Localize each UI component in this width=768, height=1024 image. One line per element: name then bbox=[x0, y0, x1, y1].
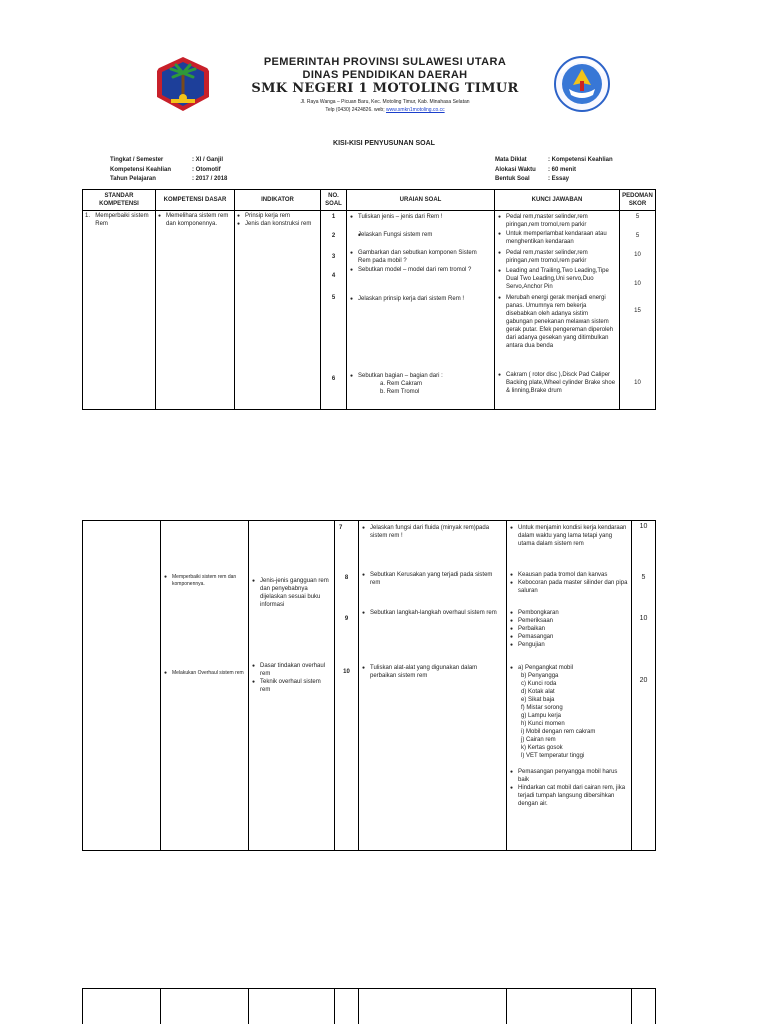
empty-cell bbox=[161, 989, 249, 1024]
indikator-item: ● Jenis dan konstruksi rem bbox=[237, 220, 318, 228]
empty-cell bbox=[359, 989, 507, 1024]
header-government: PEMERINTAH PROVINSI SULAWESI UTARA bbox=[263, 56, 507, 68]
empty-cell bbox=[632, 989, 656, 1024]
col-header-uraian: URAIAN SOAL bbox=[347, 190, 495, 211]
skor-value: 5 bbox=[635, 233, 640, 239]
meta-key: Bentuk Soal bbox=[495, 176, 530, 182]
kunci-tool: l) VET temperatur tinggi bbox=[521, 753, 585, 759]
empty-cell bbox=[335, 989, 359, 1024]
standar-number: 1. bbox=[85, 213, 91, 219]
meta-key: Tingkat / Semester bbox=[110, 157, 164, 163]
kunci-item: ● Pengujian bbox=[510, 641, 628, 649]
indikator-item: ● Teknik overhaul sistem rem bbox=[252, 678, 331, 694]
cell-skor bbox=[632, 521, 656, 851]
kompetensi-item: ● Melakukan Overhaul sistem rem bbox=[164, 670, 245, 677]
kunci-item: ● Merubah energi gerak menjadi energi panas. Umumnya rem bekerja disebabkan oleh adanya sistim gabungan penekanan melawan sistem gerak putar. Efek pengereman diperoleh dari adanya gesekan yang ditimbulkan antara dua benda bbox=[498, 294, 616, 350]
skor-value: 10 bbox=[639, 523, 648, 530]
meta-value: : 2017 / 2018 bbox=[192, 176, 228, 182]
kunci-tool: c) Kunci roda bbox=[521, 681, 557, 687]
meta-value: : Essay bbox=[548, 176, 570, 182]
meta-key: Mata Diklat bbox=[495, 157, 527, 163]
cell-kompetensi bbox=[161, 521, 249, 851]
kunci-item: ● Leading and Trailing,Two Leading,Tipe Dual Two Leading,Uni servo,Duo Servo,Anchor Pin bbox=[498, 267, 616, 291]
col-header-no-soal: NO. SOAL bbox=[321, 190, 347, 211]
cell-no-soal bbox=[335, 521, 359, 851]
col-header-standar: STANDAR KOMPETENSI bbox=[83, 190, 156, 211]
meta-key: Kompetensi Keahlian bbox=[110, 166, 172, 173]
kunci-item: ● Pedal rem,master selinder,rem piringan,rem tromol,rem parkir bbox=[498, 213, 616, 229]
cell-standar bbox=[83, 211, 156, 410]
header-school: SMK NEGERI 1 MOTOLING TIMUR bbox=[251, 81, 519, 96]
minahasa-selatan-emblem-icon bbox=[154, 55, 212, 113]
uraian-item: ● Jelaskan prinsip kerja dari sistem Rem ! bbox=[350, 295, 491, 303]
soal-number: 6 bbox=[331, 376, 336, 382]
skor-value: 5 bbox=[635, 214, 640, 220]
header-department: DINAS PENDIDIKAN DAERAH bbox=[302, 69, 468, 81]
kunci-tool: k) Kertas gosok bbox=[521, 745, 563, 751]
uraian-item: ● Gambarkan dan sebutkan komponen Sistem Rem pada mobil ? bbox=[350, 249, 491, 265]
col-header-indikator: INDIKATOR bbox=[235, 190, 321, 211]
kunci-item: ● Cakram ( rotor disc ),Disck Pad Caliper Backing plate,Wheel cylinder Brake shoe & linning,Brake drum bbox=[498, 371, 616, 395]
kunci-item: ● Pemasangan bbox=[510, 633, 628, 641]
soal-number: 2 bbox=[331, 233, 336, 239]
cell-uraian bbox=[359, 521, 507, 851]
kisi-kisi-table-3 bbox=[82, 988, 656, 1024]
kisi-kisi-table-1 bbox=[82, 189, 656, 410]
kunci-tool: b) Penyangga bbox=[521, 673, 559, 679]
uraian-item: ● Sebutkan model – model dari rem tromol ? bbox=[350, 266, 491, 274]
kunci-tool: j) Cairan rem bbox=[521, 737, 556, 743]
indikator-item: ● Jenis-jenis gangguan rem dan penyebabnya dijelaskan sesuai buku informasi bbox=[252, 577, 331, 609]
header-address: Jl. Raya Wanga – Picuan Baru, Kec. Motoling Timur, Kab. Minahasa Selatan bbox=[300, 99, 470, 105]
skor-value: 10 bbox=[634, 380, 641, 386]
kunci-item: ● Untuk memperlambat kendaraan atau menghentikan kendaraan bbox=[498, 230, 616, 246]
uraian-sub-item: b. Rem Tromol bbox=[380, 389, 420, 395]
uraian-item: ● Jelaskan Fungsi sistem rem bbox=[358, 231, 491, 239]
meta-value: : Otomotif bbox=[192, 166, 221, 173]
kisi-kisi-table-2 bbox=[82, 520, 656, 851]
skor-value: 20 bbox=[639, 677, 648, 684]
kunci-item: ● Pedal rem,master selinder,rem piringan,rem tromol,rem parkir bbox=[498, 249, 616, 265]
col-header-skor: PEDOMAN SKOR bbox=[620, 190, 656, 211]
uraian-item: ● Sebutkan Kerusakan yang terjadi pada sistem rem bbox=[362, 571, 503, 587]
meta-row bbox=[110, 166, 227, 176]
kompetensi-item: ● Memperbaiki sistem rem dan komponennya. bbox=[164, 574, 245, 587]
kunci-item: ● Pemeriksaan bbox=[510, 617, 628, 625]
kunci-tool: f) Mistar sorong bbox=[521, 705, 563, 711]
meta-value: : Kompetensi Keahlian bbox=[548, 157, 613, 163]
kunci-item: ● Pembongkaran bbox=[510, 609, 628, 617]
meta-key: Alokasi Waktu bbox=[495, 166, 536, 173]
soal-number: 3 bbox=[331, 254, 336, 260]
cell-uraian bbox=[347, 211, 495, 410]
kunci-tool: i) Mobil dengan rem cakram bbox=[521, 729, 596, 735]
empty-cell bbox=[83, 989, 161, 1024]
skor-value: 15 bbox=[634, 308, 641, 314]
uraian-item: ● Sebutkan bagian – bagian dari : bbox=[350, 372, 491, 380]
tut-wuri-handayani-emblem-icon bbox=[553, 55, 611, 113]
kunci-item: ● Hindarkan cat mobil dari cairan rem, jika terjadi tumpah langsung dibersihkan dengan air. bbox=[510, 784, 628, 808]
cell-kunci bbox=[495, 211, 620, 410]
meta-row bbox=[110, 156, 227, 166]
kunci-tool: e) Sikat baja bbox=[521, 697, 555, 703]
soal-number: 10 bbox=[343, 669, 350, 675]
meta-key: Tahun Pelajaran bbox=[110, 176, 156, 182]
soal-number: 8 bbox=[344, 575, 349, 581]
kunci-tool: d) Kotak alat bbox=[521, 689, 555, 695]
indikator-item: ● Dasar tindakan overhaul rem bbox=[252, 662, 331, 678]
uraian-item: ● Jelaskan fungsi dari fluida (minyak rem)pada sistem rem ! bbox=[362, 524, 503, 540]
meta-row bbox=[495, 175, 613, 185]
meta-right bbox=[495, 156, 613, 185]
col-header-kunci: KUNCI JAWABAN bbox=[495, 190, 620, 211]
kunci-item: ● Kebocoran pada master silinder dan pipa saluran bbox=[510, 579, 628, 595]
cell-no-soal bbox=[321, 211, 347, 410]
kunci-tool: h) Kunci momen bbox=[521, 721, 565, 727]
soal-number: 1 bbox=[331, 214, 336, 220]
uraian-sub-item: a. Rem Cakram bbox=[380, 381, 423, 387]
cell-indikator bbox=[235, 211, 321, 410]
cell-standar-empty bbox=[83, 521, 161, 851]
cell-skor bbox=[620, 211, 656, 410]
meta-value: : 60 menit bbox=[548, 166, 577, 173]
header-telp: Telp (0430) 2424826. web; bbox=[325, 107, 386, 113]
header-contact bbox=[230, 107, 540, 113]
soal-number: 4 bbox=[331, 273, 336, 279]
meta-row bbox=[495, 166, 613, 176]
skor-value: 5 bbox=[641, 574, 646, 581]
empty-cell bbox=[507, 989, 632, 1024]
meta-left bbox=[110, 156, 227, 185]
skor-value: 10 bbox=[634, 252, 641, 258]
meta-value: : XI / Ganjil bbox=[192, 157, 224, 163]
indikator-item: ● Prinsip kerja rem bbox=[237, 212, 318, 220]
document-title: KISI-KISI PENYUSUNAN SOAL bbox=[333, 140, 435, 147]
meta-row bbox=[495, 156, 613, 166]
kunci-item: ● Untuk menjamin kondisi kerja kendaraan dalam waktu yang lama tetapi yang utama dalam sistem rem bbox=[510, 524, 628, 548]
kunci-item: ● a) Pengangkat mobil bbox=[510, 664, 628, 672]
cell-kunci bbox=[507, 521, 632, 851]
skor-value: 10 bbox=[634, 281, 641, 287]
kunci-item: ● Keausan pada tromol dan kanvas bbox=[510, 571, 628, 579]
cell-kompetensi bbox=[156, 211, 235, 410]
uraian-item: ● Tuliskan jenis – jenis dari Rem ! bbox=[350, 213, 491, 221]
empty-cell bbox=[249, 989, 335, 1024]
kunci-tool-list bbox=[510, 672, 628, 760]
kompetensi-item: ● Memelihara sistem rem dan komponennya. bbox=[158, 212, 232, 228]
uraian-item: ● Sebutkan langkah-langkah overhaul sistem rem bbox=[362, 609, 503, 617]
col-header-kompetensi: KOMPETENSI DASAR bbox=[156, 190, 235, 211]
skor-value: 10 bbox=[639, 615, 648, 622]
uraian-item: ● Tuliskan alat-alat yang digunakan dalam perbaikan sistem rem bbox=[362, 664, 503, 680]
kunci-item: ● Pemasangan penyangga mobil harus baik bbox=[510, 768, 628, 784]
soal-number: 5 bbox=[331, 295, 336, 301]
meta-row bbox=[110, 175, 227, 185]
standar-text: Memperbaiki sistem Rem bbox=[95, 213, 149, 227]
kunci-tool: g) Lampu kerja bbox=[521, 713, 562, 719]
soal-number: 9 bbox=[344, 616, 349, 622]
soal-number: 7 bbox=[339, 525, 343, 531]
header-website-link[interactable]: www.smkn1motoling.co.cc bbox=[385, 107, 445, 113]
cell-indikator bbox=[249, 521, 335, 851]
kunci-item: ● Perbaikan bbox=[510, 625, 628, 633]
